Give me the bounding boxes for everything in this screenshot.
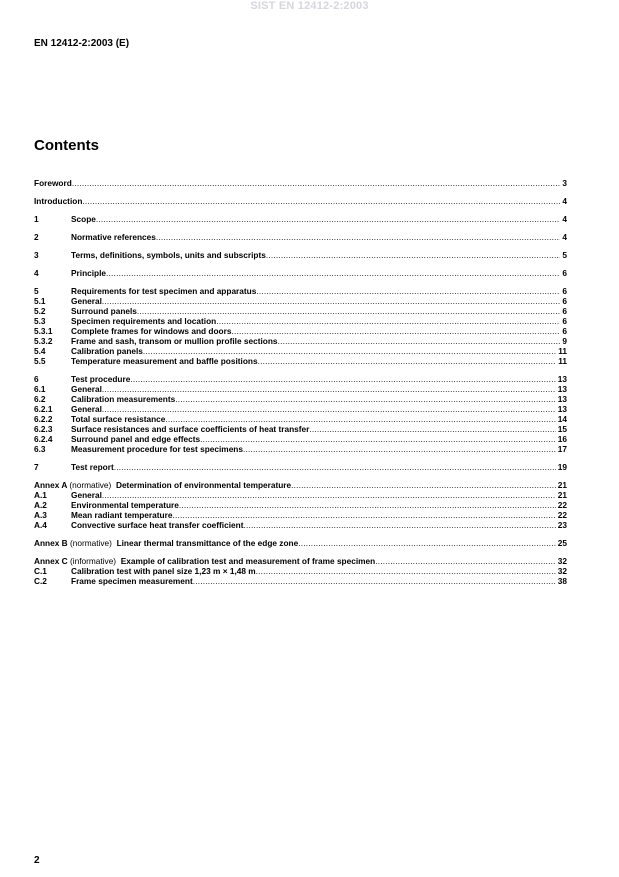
toc-entry-3[interactable] xyxy=(34,250,567,260)
toc-entry-text: Surround panel and edge effects xyxy=(71,434,201,444)
toc-entry-number: 5.1 xyxy=(34,296,46,306)
toc-entry-introduction[interactable] xyxy=(34,196,567,206)
toc-entry-page: 13 xyxy=(557,374,567,384)
toc-entry-text: General xyxy=(71,296,102,306)
toc-entry-annex-b[interactable] xyxy=(34,538,567,548)
toc-entry-number: C.2 xyxy=(34,576,47,586)
toc-entry-page: 19 xyxy=(557,462,567,472)
toc-entry-text: Mean radiant temperature xyxy=(71,510,173,520)
toc-entry-number: 6.3 xyxy=(34,444,46,454)
toc-entry-5-3[interactable] xyxy=(34,316,567,326)
toc-entry-a-3[interactable] xyxy=(34,510,567,520)
toc-entry-a-4[interactable] xyxy=(34,520,567,530)
toc-entry-page: 11 xyxy=(558,356,567,366)
toc-entry-5-5[interactable] xyxy=(34,356,567,366)
toc-entry-7[interactable] xyxy=(34,462,567,472)
annex-type: (normative) xyxy=(69,538,112,548)
toc-entry-page: 21 xyxy=(557,490,567,500)
toc-entry-text: Frame and sash, transom or mullion profile sections xyxy=(71,336,278,346)
toc-entry-text: General xyxy=(71,490,102,500)
toc-entry-2[interactable] xyxy=(34,232,567,242)
toc-entry-text: Surface resistances and surface coefficients of heat transfer xyxy=(71,424,310,434)
toc-entry-page: 3 xyxy=(562,178,567,188)
toc-entry-text: General xyxy=(71,384,102,394)
page-title: Contents xyxy=(34,137,99,154)
toc-entry-page: 15 xyxy=(557,424,567,434)
toc-entry-foreword[interactable] xyxy=(34,178,567,188)
toc-entry-text: Foreword xyxy=(34,178,72,188)
toc-entry-6-2-3[interactable] xyxy=(34,424,567,434)
toc-entry-number: 2 xyxy=(34,232,39,242)
toc-entry-number: 6.2.3 xyxy=(34,424,53,434)
toc-entry-number: 5.3.2 xyxy=(34,336,53,346)
toc-entry-text: Surround panels xyxy=(71,306,137,316)
toc-entry-number: 5.3 xyxy=(34,316,46,326)
toc-entry-number: 3 xyxy=(34,250,39,260)
toc-entry-number: 6.2.2 xyxy=(34,414,53,424)
toc-entry-text: Example of calibration test and measurement of frame specimen xyxy=(120,556,376,566)
toc-entry-page: 38 xyxy=(557,576,567,586)
toc-entry-text: Test procedure xyxy=(71,374,131,384)
toc-entry-4[interactable] xyxy=(34,268,567,278)
annex-label: Annex B xyxy=(34,538,68,548)
toc-entry-text: Temperature measurement and baffle positions xyxy=(71,356,258,366)
toc-entry-page: 25 xyxy=(557,538,567,548)
toc-entry-page: 16 xyxy=(557,434,567,444)
toc-entry-text: General xyxy=(71,404,102,414)
page-number: 2 xyxy=(34,855,40,866)
toc-entry-page: 6 xyxy=(562,286,567,296)
toc-entry-text: Specimen requirements and location xyxy=(71,316,217,326)
toc-entry-number: 5.3.1 xyxy=(34,326,53,336)
toc-entry-6-2-1[interactable] xyxy=(34,404,567,414)
toc-entry-text: Environmental temperature xyxy=(71,500,179,510)
toc-entry-annex-a[interactable] xyxy=(34,480,567,490)
toc-entry-page: 23 xyxy=(557,520,567,530)
toc-entry-page: 22 xyxy=(557,510,567,520)
table-of-contents xyxy=(34,178,567,586)
toc-entry-number: A.4 xyxy=(34,520,47,530)
toc-entry-number: C.1 xyxy=(34,566,47,576)
toc-entry-5-3-1[interactable] xyxy=(34,326,567,336)
toc-entry-number: 6.2 xyxy=(34,394,46,404)
toc-entry-page: 6 xyxy=(562,326,567,336)
toc-entry-text: Total surface resistance xyxy=(71,414,166,424)
toc-entry-number: 6.2.4 xyxy=(34,434,53,444)
toc-entry-page: 13 xyxy=(557,394,567,404)
toc-entry-6-3[interactable] xyxy=(34,444,567,454)
toc-entry-text: Calibration panels xyxy=(71,346,143,356)
document-id: EN 12412-2:2003 (E) xyxy=(34,38,130,49)
toc-entry-number: 6.1 xyxy=(34,384,46,394)
toc-entry-number: 5.5 xyxy=(34,356,46,366)
toc-entry-text: Principle xyxy=(71,268,107,278)
toc-entry-text: Test report xyxy=(71,462,114,472)
toc-entry-page: 11 xyxy=(558,346,567,356)
toc-entry-6-2[interactable] xyxy=(34,394,567,404)
annex-label: Annex A xyxy=(34,480,68,490)
toc-entry-page: 21 xyxy=(557,480,567,490)
toc-entry-5[interactable] xyxy=(34,286,567,296)
toc-entry-text: Introduction xyxy=(34,196,83,206)
toc-entry-5-4[interactable] xyxy=(34,346,567,356)
toc-entry-c-2[interactable] xyxy=(34,576,567,586)
toc-entry-a-1[interactable] xyxy=(34,490,567,500)
toc-entry-number: 6.2.1 xyxy=(34,404,53,414)
toc-entry-page: 17 xyxy=(557,444,567,454)
toc-entry-6-2-4[interactable] xyxy=(34,434,567,444)
toc-entry-text: Normative references xyxy=(71,232,156,242)
toc-entry-text: Measurement procedure for test specimens xyxy=(71,444,243,454)
toc-entry-page: 4 xyxy=(562,196,567,206)
toc-entry-1[interactable] xyxy=(34,214,567,224)
toc-entry-5-3-2[interactable] xyxy=(34,336,567,346)
annex-label: Annex C xyxy=(34,556,68,566)
toc-entry-text: Linear thermal transmittance of the edge zone xyxy=(116,538,299,548)
toc-entry-page: 6 xyxy=(562,316,567,326)
toc-entry-number: A.3 xyxy=(34,510,47,520)
toc-entry-text: Calibration test with panel size 1,23 m × 1,48 m xyxy=(71,566,256,576)
toc-entry-page: 6 xyxy=(562,268,567,278)
toc-entry-page: 4 xyxy=(562,214,567,224)
toc-entry-5-1[interactable] xyxy=(34,296,567,306)
toc-entry-number: A.1 xyxy=(34,490,47,500)
toc-entry-6[interactable] xyxy=(34,374,567,384)
toc-entry-number: 6 xyxy=(34,374,39,384)
toc-entry-page: 6 xyxy=(562,296,567,306)
toc-entry-page: 22 xyxy=(557,500,567,510)
toc-entry-annex-c[interactable] xyxy=(34,556,567,566)
toc-entry-page: 13 xyxy=(557,404,567,414)
annex-type: (normative) xyxy=(69,480,112,490)
toc-entry-number: 1 xyxy=(34,214,39,224)
toc-entry-6-2-2[interactable] xyxy=(34,414,567,424)
toc-entry-c-1[interactable] xyxy=(34,566,567,576)
toc-entry-number: 5.4 xyxy=(34,346,46,356)
toc-entry-page: 32 xyxy=(557,566,567,576)
toc-entry-number: 4 xyxy=(34,268,39,278)
toc-entry-6-1[interactable] xyxy=(34,384,567,394)
toc-entry-text: Calibration measurements xyxy=(71,394,176,404)
toc-entry-page: 6 xyxy=(562,306,567,316)
annex-type: (informative) xyxy=(69,556,117,566)
toc-entry-5-2[interactable] xyxy=(34,306,567,316)
toc-entry-text: Determination of environmental temperature xyxy=(115,480,292,490)
toc-entry-text: Scope xyxy=(71,214,96,224)
toc-entry-page: 13 xyxy=(557,384,567,394)
toc-entry-text: Frame specimen measurement xyxy=(71,576,193,586)
toc-entry-number: A.2 xyxy=(34,500,47,510)
watermark: SIST EN 12412-2:2003 xyxy=(250,0,369,12)
toc-entry-text: Terms, definitions, symbols, units and subscripts xyxy=(71,250,266,260)
toc-entry-page: 4 xyxy=(562,232,567,242)
toc-entry-page: 9 xyxy=(562,336,567,346)
toc-entry-a-2[interactable] xyxy=(34,500,567,510)
toc-entry-text: Convective surface heat transfer coefficient xyxy=(71,520,244,530)
toc-entry-text: Complete frames for windows and doors xyxy=(71,326,232,336)
toc-entry-text: Requirements for test specimen and apparatus xyxy=(71,286,257,296)
toc-entry-number: 5.2 xyxy=(34,306,46,316)
toc-entry-number: 7 xyxy=(34,462,39,472)
toc-entry-page: 5 xyxy=(562,250,567,260)
toc-entry-page: 14 xyxy=(557,414,567,424)
toc-entry-number: 5 xyxy=(34,286,39,296)
toc-entry-page: 32 xyxy=(557,556,567,566)
